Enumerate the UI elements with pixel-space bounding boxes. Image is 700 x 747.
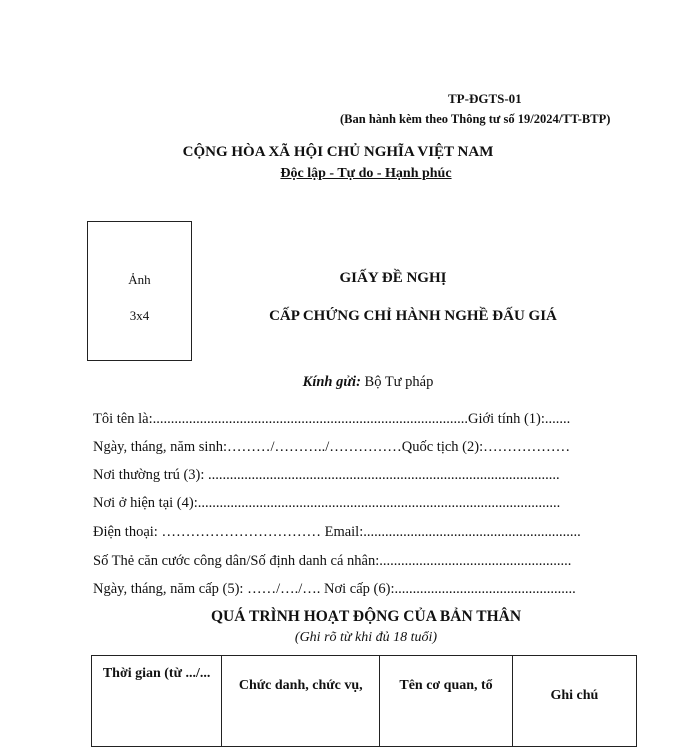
motto: [0, 166, 700, 182]
section-title: QUÁ TRÌNH HOẠT ĐỘNG CỦA BẢN THÂN: [210, 608, 522, 625]
column-header-position: [222, 656, 380, 747]
form-code: TP-ĐGTS-01: [448, 91, 522, 106]
document-title: GIẤY ĐỀ NGHỊ: [339, 270, 447, 286]
column-header-time-text: Thời gian (từ .../...: [102, 666, 211, 681]
table-header-row: [92, 656, 637, 747]
column-header-organization-text: Tên cơ quan, tổ: [399, 678, 493, 693]
nation-heading: CỘNG HÒA XÃ HỘI CHỦ NGHĨA VIỆT NAM: [182, 144, 494, 160]
field-phone-email[interactable]: Điện thoại: …………………………… Email:............................................................: [93, 524, 581, 540]
column-header-time: [92, 656, 222, 747]
addressee-value: Bộ Tư pháp: [364, 374, 434, 390]
document-subtitle: CẤP CHỨNG CHỈ HÀNH NGHỀ ĐẤU GIÁ: [269, 308, 557, 324]
activity-history-table: [91, 655, 637, 747]
photo-size: 3x4: [129, 308, 150, 323]
motto-text: Độc lập - Tự do - Hạnh phúc: [280, 166, 452, 181]
issued-by-note: (Ban hành kèm theo Thông tư số 19/2024/TT-BTP): [340, 112, 611, 126]
photo-box: [87, 221, 192, 361]
field-issue-date-place[interactable]: Ngày, tháng, năm cấp (5): ……/…./…. Nơi cấp (6):..................................................: [93, 581, 576, 597]
field-full-name[interactable]: Tôi tên là:.......................................................................................Giới tính (1):.......: [93, 411, 571, 427]
field-date-of-birth[interactable]: Ngày, tháng, năm sinh:………/………../……………Quốc tịch (2):………………: [93, 439, 571, 455]
field-permanent-residence[interactable]: Nơi thường trú (3): .................................................................................................: [93, 467, 560, 483]
addressee: [0, 374, 700, 391]
photo-label: Ảnh: [128, 272, 151, 287]
column-header-notes-text: Ghi chú: [550, 688, 599, 703]
field-current-residence[interactable]: Nơi ở hiện tại (4):....................................................................................................: [93, 495, 561, 511]
field-id-number[interactable]: Số Thẻ căn cước công dân/Số định danh cá nhân:.....................................................: [93, 553, 572, 569]
section-note: (Ghi rõ từ khi đủ 18 tuổi): [294, 630, 438, 645]
column-header-organization: [380, 656, 512, 747]
column-header-notes: [512, 656, 636, 747]
addressee-label: Kính gửi:: [302, 374, 361, 390]
column-header-position-text: Chức danh, chức vụ,: [238, 678, 363, 693]
